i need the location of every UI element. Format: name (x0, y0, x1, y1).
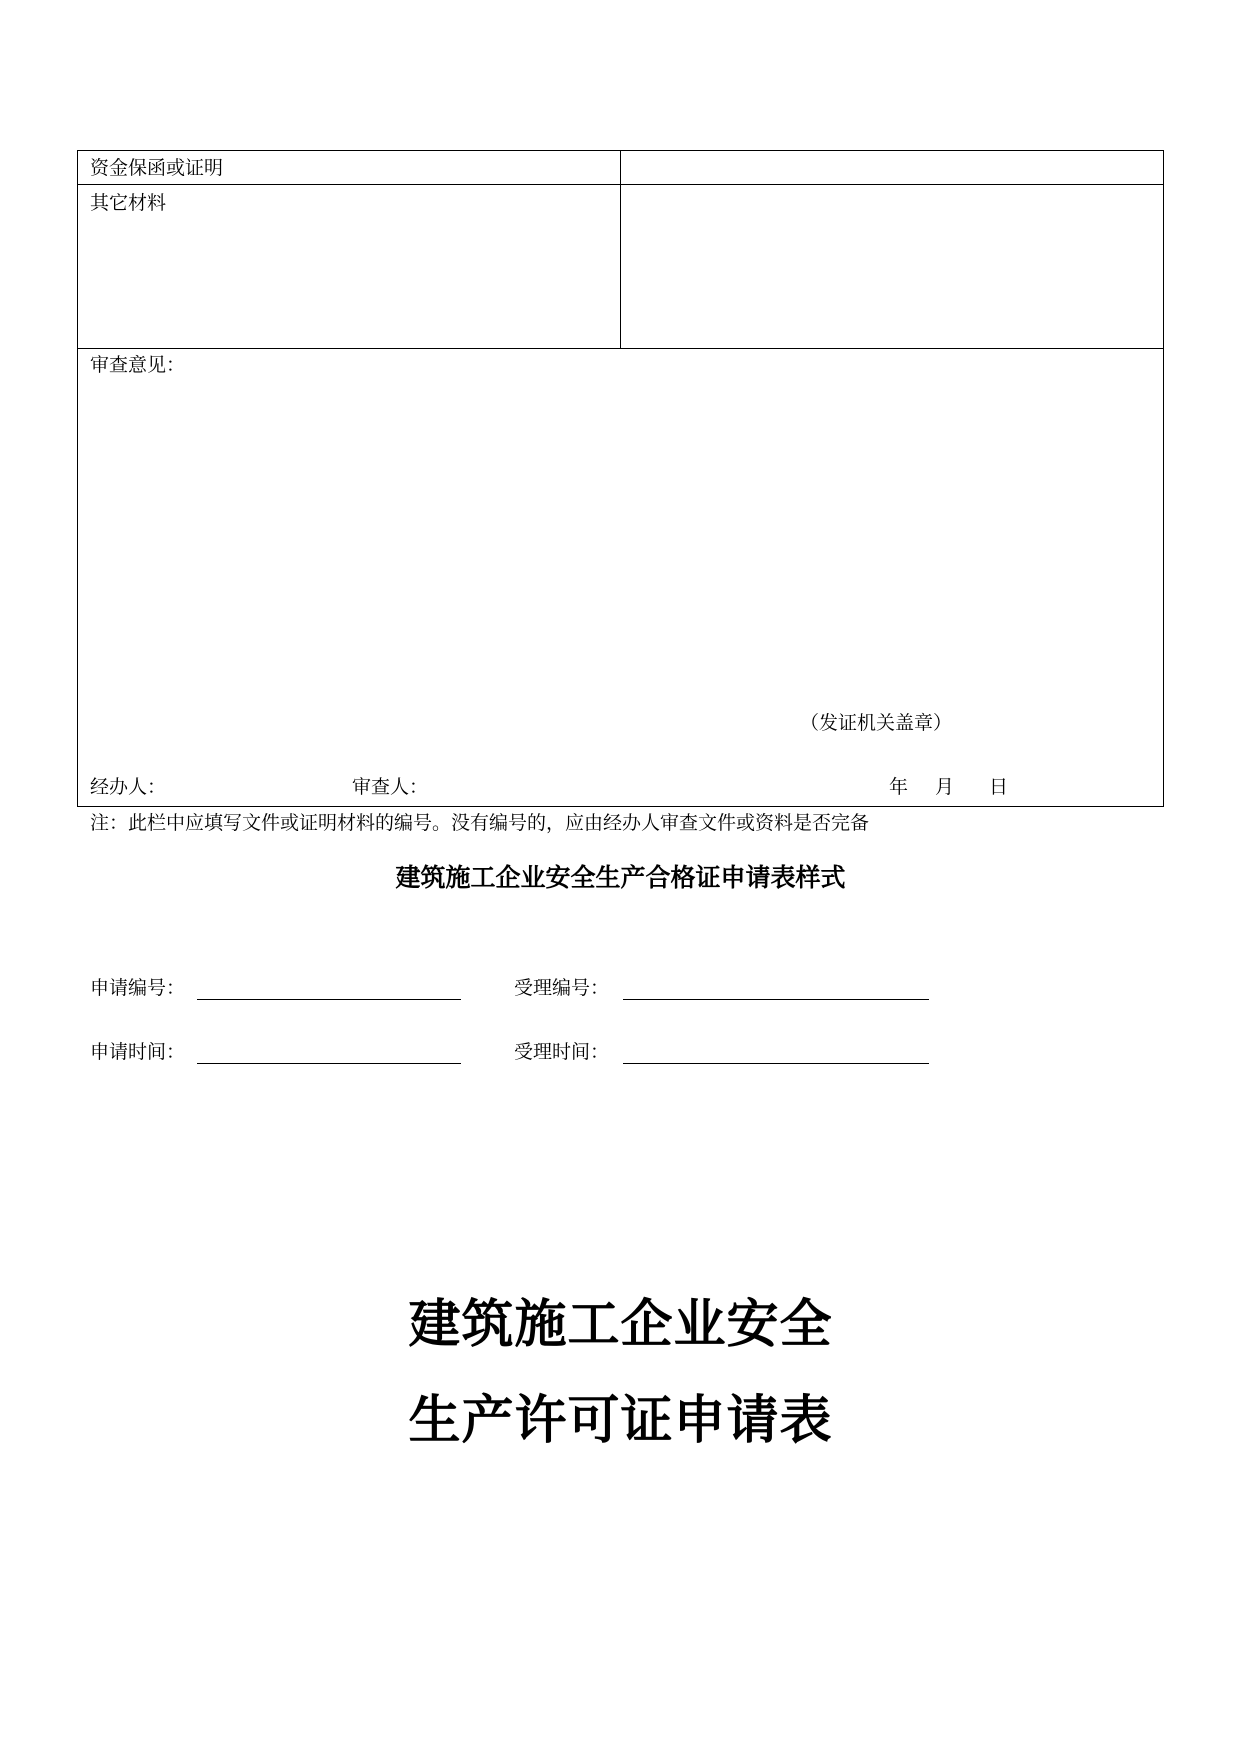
table-divider (77, 348, 1164, 349)
apply-number-line[interactable] (197, 999, 461, 1000)
cover-title-line2: 生产许可证申请表 (408, 1390, 833, 1451)
apply-time-line[interactable] (197, 1063, 461, 1064)
accept-time-line[interactable] (623, 1063, 929, 1064)
handler-label: 经办人： (90, 776, 167, 798)
date-year: 年 (889, 776, 909, 798)
table-note: 注：此栏中应填写文件或证明材料的编号。没有编号的，应由经办人审查文件或资料是否完备 (90, 812, 870, 834)
seal-note: （发证机关盖章） (800, 712, 953, 734)
review-opinion-label: 审查意见： (90, 354, 186, 376)
date-month: 月 (935, 776, 955, 798)
accept-time-label: 受理时间： (514, 1041, 610, 1063)
review-opinion-field[interactable] (79, 380, 1162, 700)
date-day: 日 (989, 776, 1009, 798)
funding-guarantee-label: 资金保函或证明 (90, 157, 224, 179)
other-materials-field[interactable] (622, 186, 1162, 347)
reviewer-label: 审查人： (352, 776, 429, 798)
accept-number-line[interactable] (623, 999, 929, 1000)
form-subtitle: 建筑施工企业安全生产合格证申请表样式 (395, 863, 846, 892)
accept-number-label: 受理编号： (514, 977, 610, 999)
apply-number-label: 申请编号： (90, 977, 186, 999)
apply-time-label: 申请时间： (90, 1041, 186, 1063)
funding-guarantee-field[interactable] (622, 152, 1162, 183)
cover-title-line1: 建筑施工企业安全 (408, 1294, 833, 1355)
table-column-divider (620, 150, 621, 348)
other-materials-label: 其它材料 (90, 192, 167, 214)
